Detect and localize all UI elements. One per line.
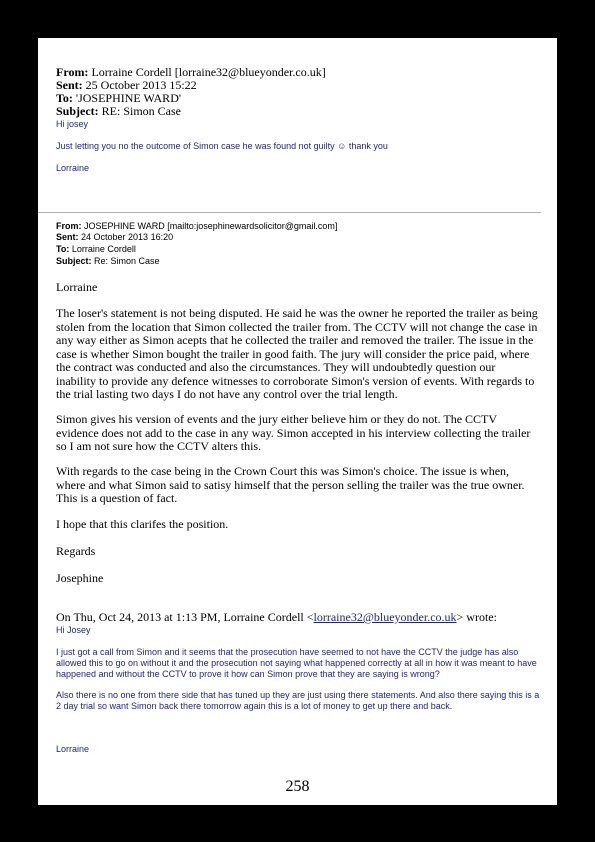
email2-signature: Josephine xyxy=(56,571,104,585)
subject-label: Subject: xyxy=(56,256,92,266)
sent-label: Sent: xyxy=(56,232,79,242)
to-value: Lorraine Cordell xyxy=(71,244,136,254)
email1-signoff: Lorraine xyxy=(56,163,90,173)
email2-to-line xyxy=(56,244,136,255)
email2-paragraph-3: With regards to the case being in the Crown Court this was Simon's choice. The issue is when, where and what Simon said to satisy himself that the person selling the trailer was the true owner. This is a question of fact. xyxy=(56,464,525,505)
sent-value: 24 October 2013 16:20 xyxy=(81,232,174,242)
email3-quote-line xyxy=(56,611,538,625)
to-label: To: xyxy=(56,244,70,254)
email3-signoff: Lorraine xyxy=(56,744,90,754)
email1-greeting: Hi josey xyxy=(56,119,89,129)
email-divider xyxy=(38,212,541,213)
email2-from-line xyxy=(56,221,337,232)
to-label: To: xyxy=(56,91,73,105)
sent-value: 25 October 2013 15:22 xyxy=(85,78,197,92)
email3-greeting: Hi Josey xyxy=(56,625,91,635)
subject-label: Subject: xyxy=(56,104,99,118)
subject-value: RE: Simon Case xyxy=(101,104,182,118)
email2-paragraph-4: I hope that this clarifes the position. xyxy=(56,517,229,531)
email3-paragraph-2: Also there is no one from there side that has tuned up they are just using there statements. And also there saying this is a 2 day trial so want Simon back there tomorrow again this is a lot of money to get up there and back. xyxy=(56,690,540,711)
email3-paragraph-1: I just got a call from Simon and it seems that the prosecution have seemed to not have the CCTV the judge has also allowed this to go on without it and the prosecution not saying what happened correctly at all in how it was meant to have happened and without the CCTV to prove it how can Simon prove that they are saying is wrong? xyxy=(56,647,537,679)
from-value: Lorraine Cordell [lorraine32@blueyonder.co.uk] xyxy=(91,65,326,79)
email2-sent-line xyxy=(56,232,173,243)
email1-body: Just letting you no the outcome of Simon case he was found not guilty ☺ thank you xyxy=(56,141,388,151)
to-value: 'JOSEPHINE WARD' xyxy=(75,91,182,105)
page-number: 258 xyxy=(285,778,310,795)
quote-prefix: On Thu, Oct 24, 2013 at 1:13 PM, Lorraine Cordell < xyxy=(56,610,314,624)
from-value: JOSEPHINE WARD [mailto:josephinewardsolicitor@gmail.com] xyxy=(84,221,338,231)
from-label: From: xyxy=(56,65,89,79)
subject-value: Re: Simon Case xyxy=(94,256,160,266)
from-label: From: xyxy=(56,221,82,231)
email-link[interactable]: lorraine32@blueyonder.co.uk xyxy=(313,610,457,624)
email2-subject-line xyxy=(56,256,160,267)
email2-paragraph-1: The loser's statement is not being disputed. He said he was the owner he reported the trailer as being stolen from the location that Simon collected the trailer from. The CCTV will not change the case in any way either as Simon acepts that he collected the trailer and removed the trailer. The issue in the case is whether Simon bought the trailer in good faith. The jury will consider the price paid, where the contract was conducted and also the circumstances. They will undoubtedly question our inability to provide any defence witnesses to corroborate Simon's version of events. With regards to the trial lasting two days I do not have any control over the trial length. xyxy=(56,306,538,401)
email2-paragraph-2: Simon gives his version of events and the jury either believe him or they do not. The CCTV evidence does not add to the case in any way. Simon accepted in his interview collecting the trailer so I am not sure how the CCTV alters this. xyxy=(56,412,531,453)
sent-label: Sent: xyxy=(56,78,83,92)
email1-subject-line xyxy=(56,105,181,118)
email2-regards: Regards xyxy=(56,544,96,558)
email2-salutation: Lorraine xyxy=(56,280,98,294)
quote-suffix: > wrote: xyxy=(456,610,497,624)
document-page xyxy=(38,38,557,805)
